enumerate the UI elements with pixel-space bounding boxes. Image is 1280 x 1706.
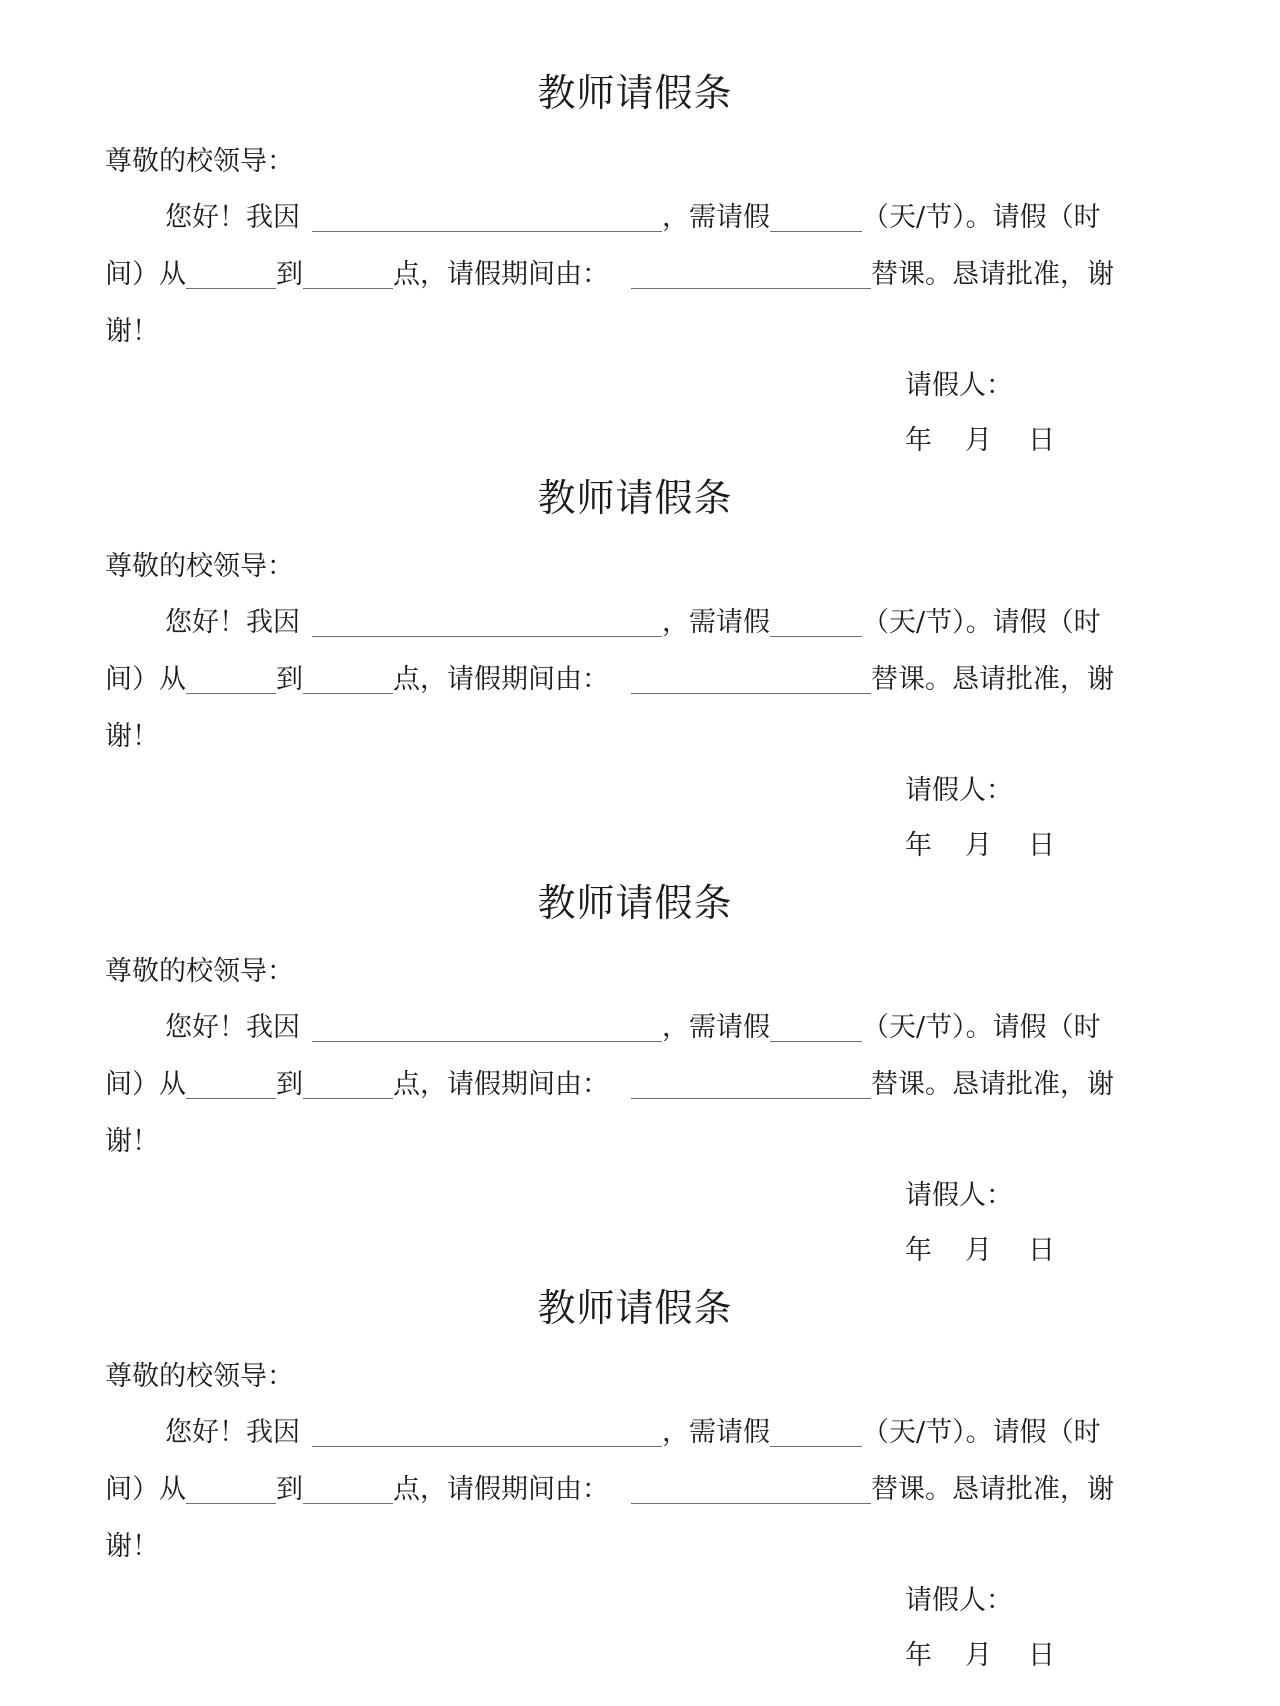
date-day: 日 — [1028, 425, 1055, 456]
reason-blank[interactable] — [312, 1418, 662, 1447]
body-line-1 — [165, 1012, 1101, 1044]
body-line-1 — [165, 607, 1101, 639]
greeting-text: 您好！我因 — [165, 1012, 300, 1043]
from-text: 间）从 — [105, 259, 186, 290]
signer-label: 请假人： — [905, 1180, 1013, 1211]
days-blank[interactable] — [770, 203, 862, 232]
reason-blank[interactable] — [312, 608, 662, 637]
need-leave-text: ，需请假 — [662, 202, 770, 233]
from-time-blank[interactable] — [186, 1070, 276, 1099]
from-text: 间）从 — [105, 1474, 186, 1505]
greeting-text: 您好！我因 — [165, 1417, 300, 1448]
unit-time-text: （天/节）。请假（时 — [862, 1417, 1101, 1448]
substitute-label: 点，请假期间由： — [393, 1069, 609, 1100]
greeting-text: 您好！我因 — [165, 607, 300, 638]
body-line-2 — [105, 1069, 1114, 1101]
days-blank[interactable] — [770, 608, 862, 637]
leave-slip-1 — [0, 0, 1280, 456]
unit-time-text: （天/节）。请假（时 — [862, 202, 1101, 233]
reason-blank[interactable] — [312, 1013, 662, 1042]
date-day: 日 — [1028, 1640, 1055, 1671]
date-month: 月 — [965, 1235, 992, 1266]
salutation: 尊敬的校领导： — [105, 956, 294, 987]
date-day: 日 — [1028, 830, 1055, 861]
unit-time-text: （天/节）。请假（时 — [862, 1012, 1101, 1043]
body-line-1 — [165, 1417, 1101, 1449]
closing-text: 谢！ — [105, 1531, 159, 1562]
salutation: 尊敬的校领导： — [105, 1361, 294, 1392]
substitute-label: 点，请假期间由： — [393, 1474, 609, 1505]
request-approval-text: 替课。恳请批准，谢 — [871, 1069, 1114, 1100]
slip-title: 教师请假条 — [537, 476, 733, 520]
greeting-text: 您好！我因 — [165, 202, 300, 233]
body-line-2 — [105, 664, 1114, 696]
substitute-blank[interactable] — [631, 1475, 871, 1504]
to-text: 到 — [276, 664, 303, 695]
closing-text: 谢！ — [105, 721, 159, 752]
leave-slip-4 — [0, 1215, 1280, 1671]
from-text: 间）从 — [105, 664, 186, 695]
slip-title: 教师请假条 — [537, 1286, 733, 1330]
to-text: 到 — [276, 1474, 303, 1505]
date-line — [905, 1640, 1055, 1672]
need-leave-text: ，需请假 — [662, 607, 770, 638]
unit-time-text: （天/节）。请假（时 — [862, 607, 1101, 638]
body-line-2 — [105, 1474, 1114, 1506]
to-time-blank[interactable] — [303, 665, 393, 694]
need-leave-text: ，需请假 — [662, 1417, 770, 1448]
date-year: 年 — [905, 1235, 932, 1266]
salutation: 尊敬的校领导： — [105, 551, 294, 582]
date-month: 月 — [965, 1640, 992, 1671]
request-approval-text: 替课。恳请批准，谢 — [871, 664, 1114, 695]
salutation: 尊敬的校领导： — [105, 146, 294, 177]
closing-text: 谢！ — [105, 316, 159, 347]
need-leave-text: ，需请假 — [662, 1012, 770, 1043]
date-day: 日 — [1028, 1235, 1055, 1266]
substitute-blank[interactable] — [631, 665, 871, 694]
signer-label: 请假人： — [905, 775, 1013, 806]
to-time-blank[interactable] — [303, 1070, 393, 1099]
from-time-blank[interactable] — [186, 665, 276, 694]
date-year: 年 — [905, 425, 932, 456]
signer-label: 请假人： — [905, 1585, 1013, 1616]
reason-blank[interactable] — [312, 203, 662, 232]
date-year: 年 — [905, 830, 932, 861]
body-line-1 — [165, 202, 1101, 234]
date-month: 月 — [965, 425, 992, 456]
slip-title: 教师请假条 — [537, 71, 733, 115]
substitute-blank[interactable] — [631, 1070, 871, 1099]
from-time-blank[interactable] — [186, 260, 276, 289]
from-text: 间）从 — [105, 1069, 186, 1100]
date-year: 年 — [905, 1640, 932, 1671]
signer-label: 请假人： — [905, 370, 1013, 401]
leave-slip-3 — [0, 810, 1280, 1266]
request-approval-text: 替课。恳请批准，谢 — [871, 259, 1114, 290]
substitute-label: 点，请假期间由： — [393, 664, 609, 695]
to-text: 到 — [276, 259, 303, 290]
request-approval-text: 替课。恳请批准，谢 — [871, 1474, 1114, 1505]
substitute-blank[interactable] — [631, 260, 871, 289]
to-time-blank[interactable] — [303, 260, 393, 289]
date-month: 月 — [965, 830, 992, 861]
slip-title: 教师请假条 — [537, 881, 733, 925]
days-blank[interactable] — [770, 1013, 862, 1042]
to-time-blank[interactable] — [303, 1475, 393, 1504]
to-text: 到 — [276, 1069, 303, 1100]
from-time-blank[interactable] — [186, 1475, 276, 1504]
body-line-2 — [105, 259, 1114, 291]
days-blank[interactable] — [770, 1418, 862, 1447]
closing-text: 谢！ — [105, 1126, 159, 1157]
leave-slip-2 — [0, 405, 1280, 861]
substitute-label: 点，请假期间由： — [393, 259, 609, 290]
